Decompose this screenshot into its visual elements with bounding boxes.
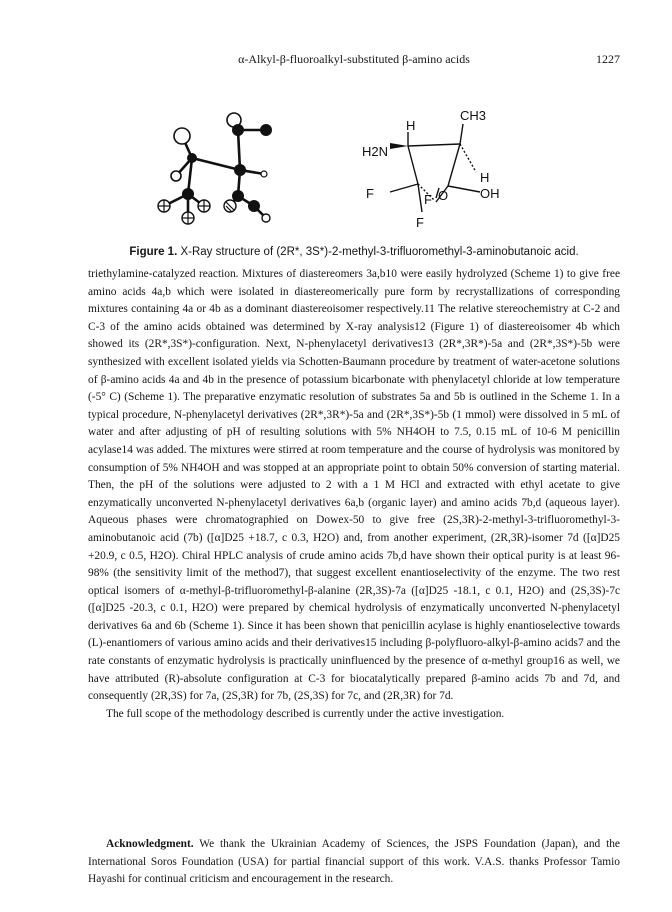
acknowledgment-text: We thank the Ukrainian Academy of Sciences, the JSPS Foundation (Japan), and the International Soros Foundation (USA) for partial financial support of this work. V.A.S. thanks Professor Tamio Hayashi for continual criticism and encouragement in the research. <box>88 838 620 886</box>
atom-icon <box>260 124 272 136</box>
figure-caption <box>88 246 620 258</box>
atom-icon <box>234 164 246 176</box>
atom-icon <box>262 214 270 222</box>
F-mid-label: F <box>424 192 432 207</box>
atom-icon <box>182 188 194 200</box>
paragraph-2: The full scope of the methodology described is currently under the active investigation. <box>106 707 505 720</box>
H-top-label: H <box>406 118 416 133</box>
OH-label: OH <box>480 186 500 201</box>
structural-formula <box>330 92 620 242</box>
running-header <box>88 52 620 68</box>
atom-icon <box>171 171 181 181</box>
atom-icon <box>261 171 267 177</box>
F-left-label: F <box>366 186 374 201</box>
CH3-label: CH3 <box>460 108 487 123</box>
F-bottom-label: F <box>416 215 424 230</box>
figure-label: Figure 1. <box>129 246 178 258</box>
H-right-label: H <box>480 170 490 185</box>
acknowledgment <box>88 836 620 889</box>
xray-structure-drawing <box>88 92 328 242</box>
O-label: O <box>438 188 449 203</box>
paragraph-1: triethylamine-catalyzed reaction. Mixtures of diastereomers 3a,b10 were easily hydrolyzed (Scheme 1) to give free amino acids 4a,b which were isolated in diastereomerically pure form by recrystallizations of corresponding mixtures containing 4a or 4b as a dominant diastereoisomer respectively.11 The relative stereochemistry at C-2 and C-3 of the amino acids obtained was determined by X-ray analysis12 (Figure 1) of diastereoisomer 4b which showed its (2R*,3S*)-configuration. Next, N-phenylacetyl derivatives13 (2R*,3R*)-5a and (2R*,3S*)-5b were synthesized with excellent isolated yields via Schotten-Baumann procedure by treatment of water-acetone solutions of β-amino acids 4a and 4b in the presence of potassium bicarbonate with phenylacetyl chloride at low temperature (-5° C) (Scheme 1). The preparative enzymatic resolution of substrates 5a and 5b is outlined in the Scheme 1. In a typical procedure, N-phenylacetyl derivatives (2R*,3R*)-5a and (2R*,3S*)-5b (1 mmol) were dissolved in 5 mL of water and after adjusting of pH of resulting solutions with 5% NH4OH to 7.5, 0.15 mL of 10-6 M penicillin acylase14 was added. The mixtures were stirred at room temperature and the course of hydrolysis was monitored by consumption of 5% NH4OH and was stopped at an appropriate point to obtain 50% conversion of starting material. Then, the pH of the solutions were adjusted to 2 with a 1 M HCl and extracted with ethyl acetate to give enzymatically unconverted N-phenylacetyl derivatives 6a,b (organic layer) and amino acids 7b,d (aqueous layer). Aqueous phases were chromatographied on Dowex-50 to give free (2S,3R)-2-methyl-3-trifluoromethyl-3-aminobutanoic acid (7b) ([α]D25 +18.7, c 0.3, H2O) and, from another experiment, (2R,3R)-isomer 7d ([α]D25 +20.9, c 0.5, H2O). Chiral HPLC analysis of crude amino acids 7b,d have shown their optical purity is at least 96-98% (the sensitivity limit of the method7), that suggest excellent enantioselectivity of the enzyme. The two rest optical isomers of α-methyl-β-trifluoromethyl-β-alanine (2R,3S)-7a ([α]D25 -18.1, c 0.1, H2O) and (2S,3S)-7c ([α]D25 -20.3, c 0.1, H2O) were prepared by chemical hydrolysis of enzymatically unconverted N-phenylacetyl derivatives 6a and 6b (Scheme 1). Since it has been shown that penicillin acylase is highly enantioselective towards (L)-enantiomers of various amino acids and their derivatives15 including β-polyfluoro-alkyl-β-amino acids7 and the rate constants of enzymatic hydrolysis is practically uninfluenced by the presence of α-methyl group16 as well, we have attributed (R)-absolute configuration at C-3 for biocatalytically prepared β-amino acids 7b and 7d, and consequently (2R,3S) for 7a, (2S,3R) for 7b, (2S,3S) for 7c, and (2R,3R) for 7d. <box>88 268 620 703</box>
atom-icon <box>248 200 260 212</box>
figure-1 <box>88 92 620 242</box>
article-body <box>88 266 620 723</box>
acknowledgment-heading: Acknowledgment. <box>106 838 194 850</box>
figure-caption-text: X-Ray structure of (2R*, 3S*)-2-methyl-3-trifluoromethyl-3-aminobutanoic acid. <box>180 246 579 258</box>
atom-icon <box>232 190 244 202</box>
running-title: α-Alkyl-β-fluoroalkyl-substituted β-amino acids <box>238 52 470 66</box>
page-number: 1227 <box>596 52 620 66</box>
atom-icon <box>174 128 190 144</box>
atom-icon <box>187 153 197 163</box>
atom-icon <box>232 124 244 136</box>
H2N-label: H2N <box>362 144 389 159</box>
